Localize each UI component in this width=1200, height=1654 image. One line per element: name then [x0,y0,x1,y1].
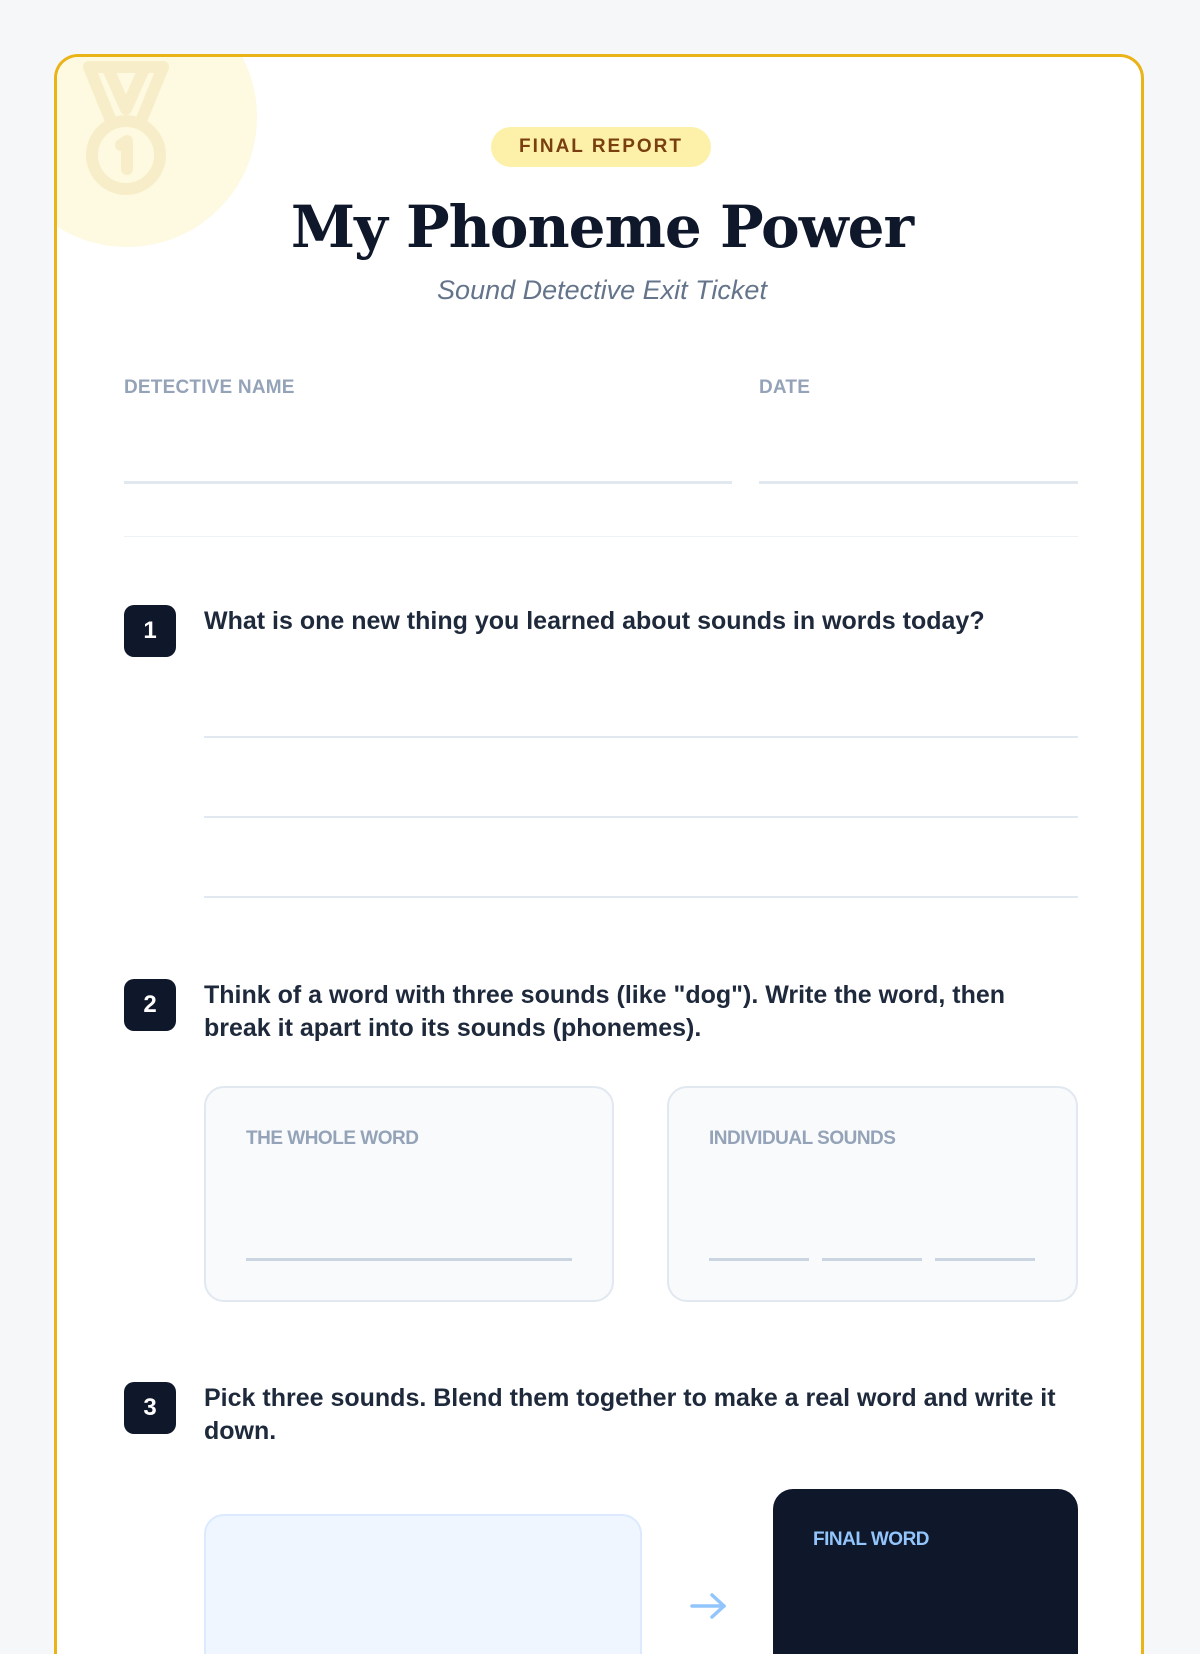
individual-sounds-box [667,1086,1078,1302]
question-number: 2 [124,979,176,1031]
blend-sounds-box[interactable] [204,1514,642,1654]
sound-field[interactable] [822,1258,922,1261]
date-field[interactable] [759,481,1078,484]
question-text: What is one new thing you learned about sounds in words today? [204,607,985,635]
answer-line[interactable] [204,816,1078,818]
question-text: Think of a word with three sounds (like "dog"). Write the word, then break it apart into its sounds (phonemes). [204,981,1006,1042]
date-label: DATE [759,377,811,398]
detective-name-label: DETECTIVE NAME [124,377,295,398]
whole-word-field[interactable] [246,1258,572,1261]
sound-field[interactable] [709,1258,809,1261]
question-number: 3 [124,1382,176,1434]
arrow-right-icon [689,1591,729,1621]
question-text: Pick three sounds. Blend them together to make a real word and write it down. [204,1384,1056,1445]
medal-icon [61,59,191,199]
answer-line[interactable] [204,736,1078,738]
section-divider [124,536,1078,537]
final-word-box[interactable] [773,1489,1078,1654]
page-title: My Phoneme Power [290,193,914,261]
question-number: 1 [124,605,176,657]
whole-word-label: THE WHOLE WORD [246,1128,419,1149]
page-subtitle: Sound Detective Exit Ticket [437,275,767,305]
final-report-badge: FINAL REPORT [491,127,711,167]
whole-word-box [204,1086,614,1302]
answer-line[interactable] [204,896,1078,898]
sound-field[interactable] [935,1258,1035,1261]
detective-name-field[interactable] [124,481,732,484]
final-word-label: FINAL WORD [813,1529,930,1550]
exit-ticket-card [54,54,1144,1654]
individual-sounds-label: INDIVIDUAL SOUNDS [709,1128,896,1149]
